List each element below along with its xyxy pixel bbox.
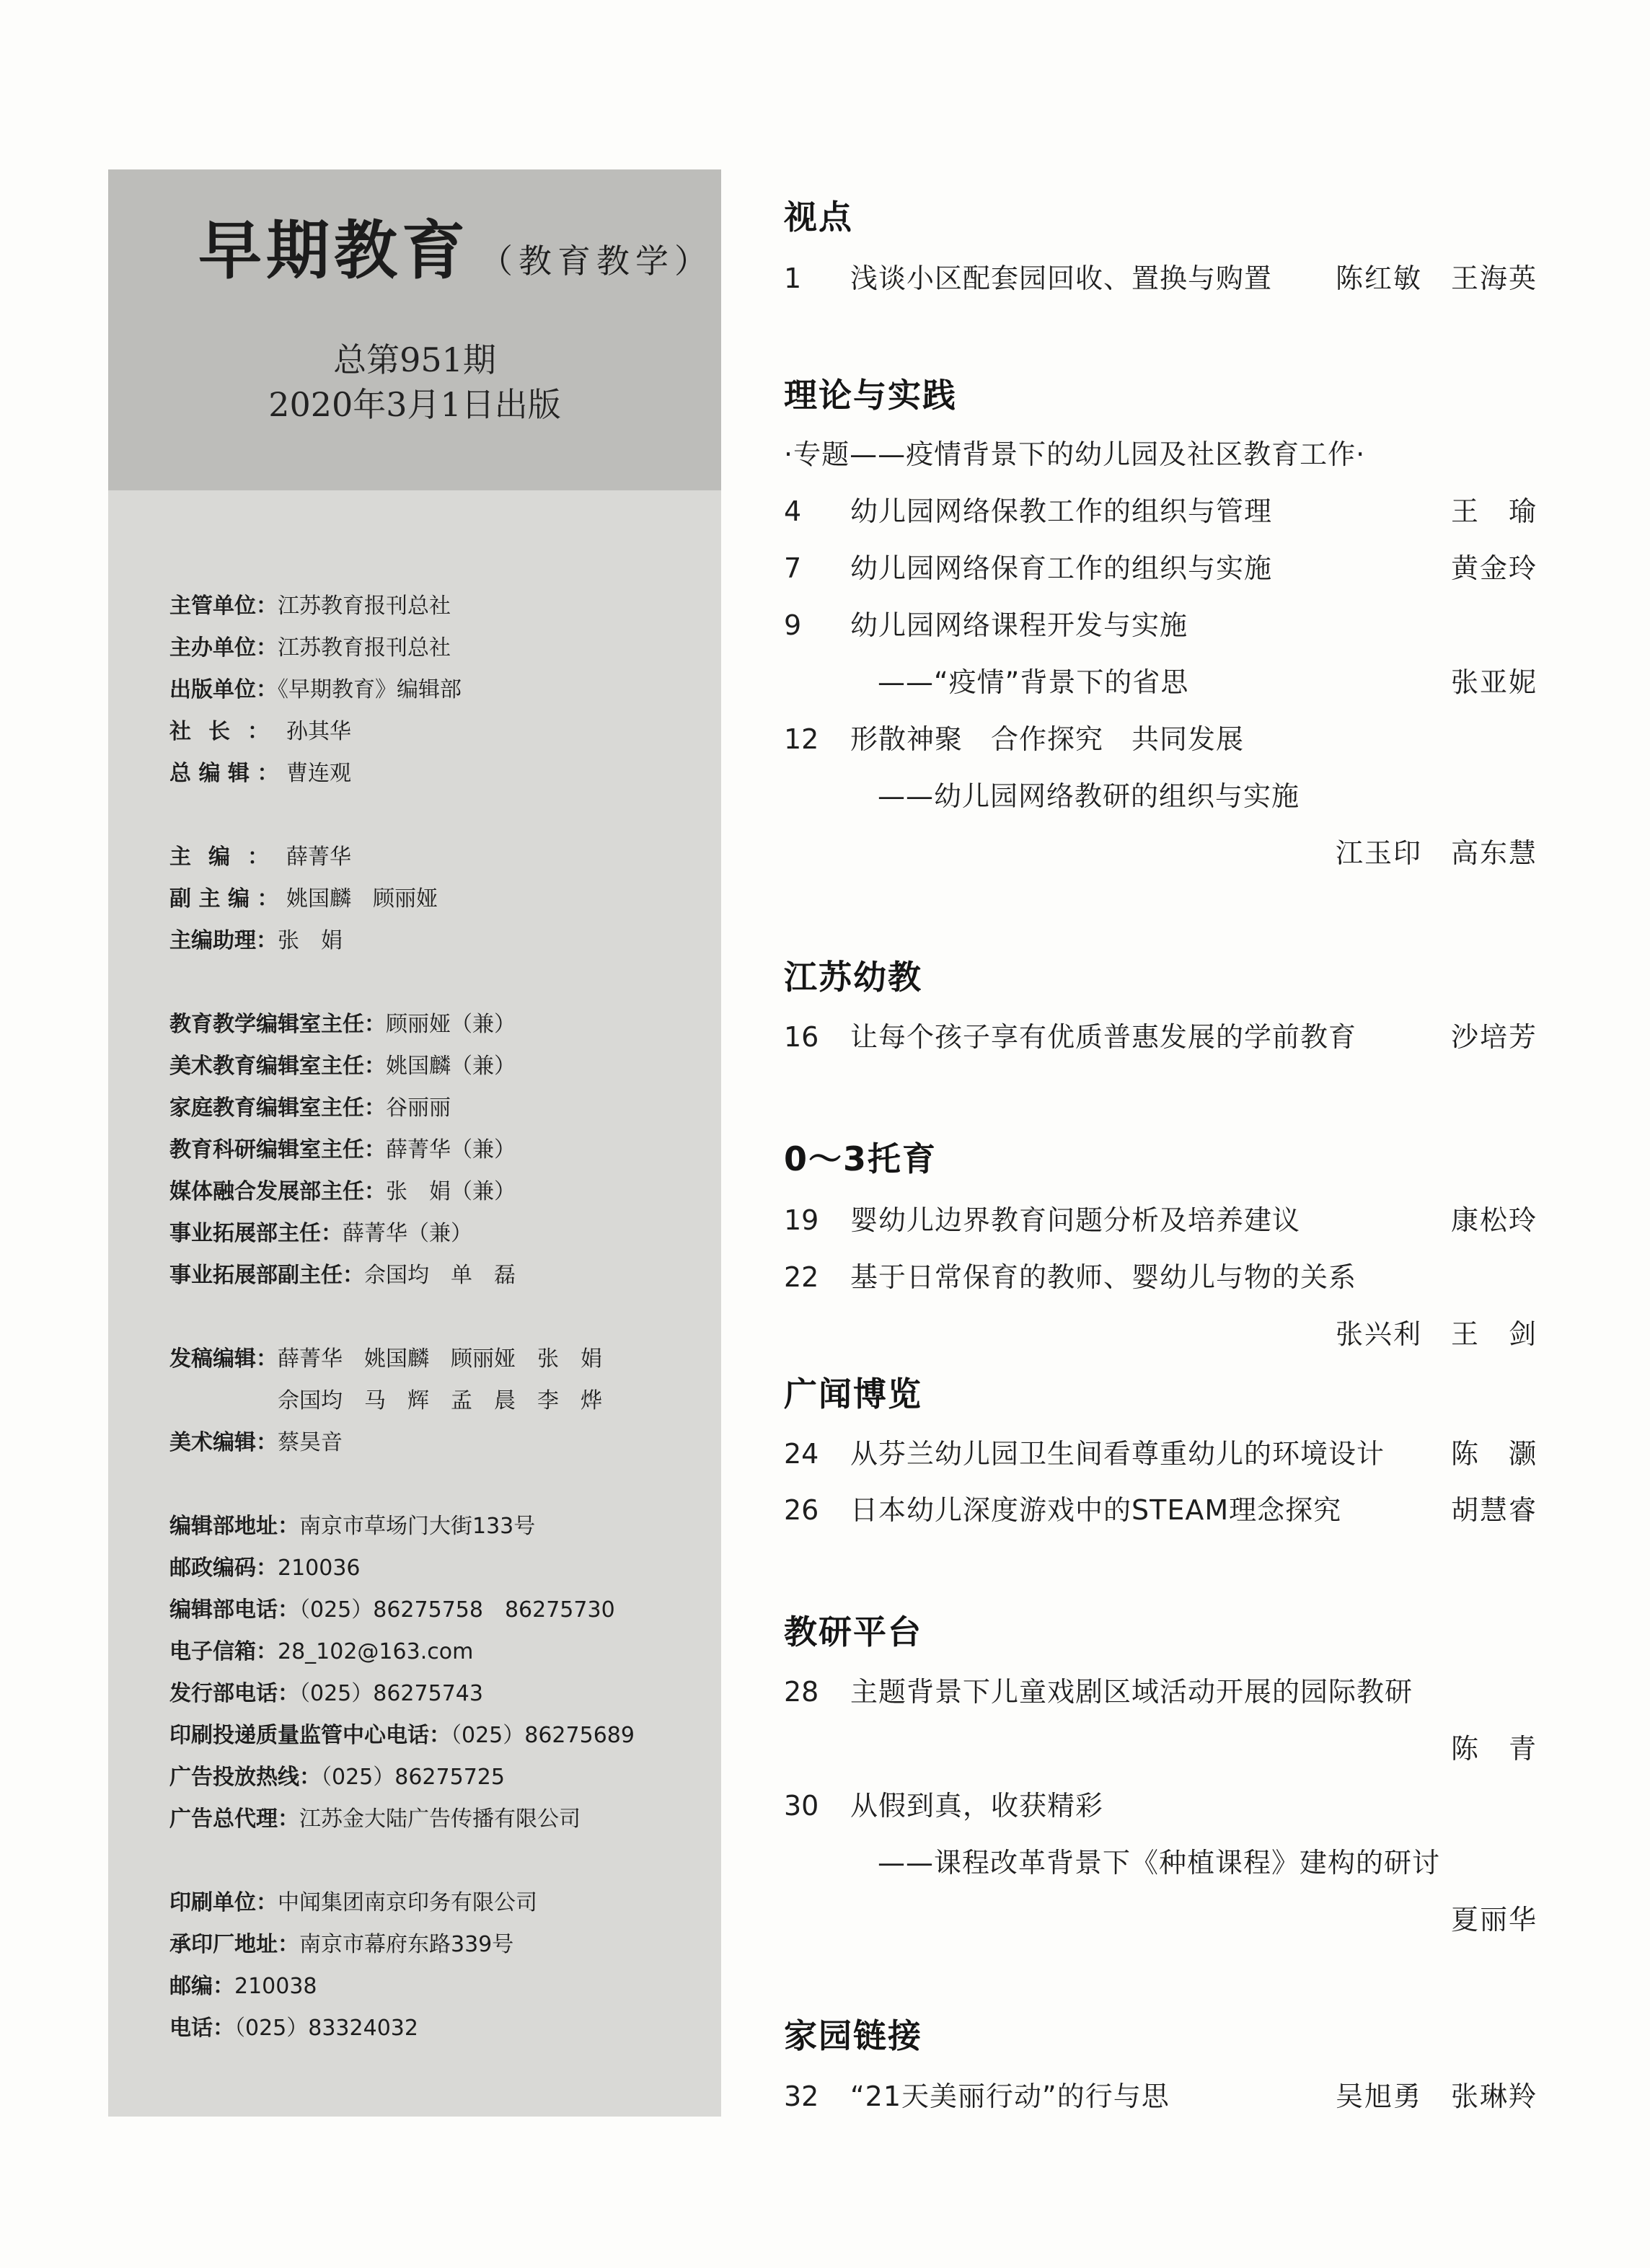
section-title: 理论与实践 (784, 376, 957, 415)
page-number: 16 (784, 1021, 819, 1053)
toc-entry[interactable] (784, 547, 1538, 590)
article-author: 陈 青 (1450, 1733, 1538, 1765)
article-author: 康松玲 (1450, 1204, 1538, 1236)
magazine-title-text: 早期教育 (198, 213, 470, 288)
page-number: 12 (784, 723, 819, 755)
page-number: 19 (784, 1204, 819, 1236)
article-author: 陈 灏 (1450, 1438, 1538, 1470)
article-title: 基于日常保育的教师、婴幼儿与物的关系 (850, 1261, 1357, 1293)
article-title: 幼儿园网络保育工作的组织与实施 (850, 552, 1273, 584)
issue-total: 总第951期 (333, 340, 496, 379)
topic-text: ·专题——疫情背景下的幼儿园及社区教育工作· (784, 438, 1366, 470)
article-title: 幼儿园网络保教工作的组织与管理 (850, 495, 1273, 527)
masthead-panel (108, 169, 721, 2117)
article-subtitle: ——幼儿园网络教研的组织与实施 (878, 780, 1300, 812)
toc-entry-author[interactable] (784, 1312, 1538, 1356)
toc-entry-author[interactable] (784, 831, 1538, 875)
page-number: 4 (784, 495, 802, 527)
toc-entry[interactable] (784, 1015, 1538, 1059)
info-dept-5: 媒体融合发展部主任：张 娟（兼） (169, 1179, 516, 1204)
article-author: 张兴利 王 剑 (1335, 1318, 1538, 1350)
toc-entry[interactable] (784, 490, 1538, 533)
article-author: 黄金玲 (1450, 552, 1538, 584)
page-number: 7 (784, 552, 802, 584)
info-art-editor: 美术编辑：蔡昊音 (169, 1430, 343, 1455)
toc-entry-author[interactable] (784, 1727, 1538, 1770)
section-title: 教研平台 (784, 1612, 922, 1651)
issue-date: 2020年3月1日出版 (268, 385, 561, 424)
info-printer-address: 承印厂地址：南京市幕府东路339号 (169, 1932, 514, 1957)
section-title: 0～3托育 (784, 1139, 938, 1178)
page-number: 26 (784, 1494, 819, 1526)
page-number: 32 (784, 2081, 819, 2112)
article-author: 胡慧睿 (1450, 1494, 1538, 1526)
info-postcode: 邮政编码：210036 (169, 1556, 361, 1581)
toc-entry-subtitle[interactable] (784, 775, 1538, 818)
info-dept-6: 事业拓展部主任：薛菁华（兼） (169, 1221, 472, 1246)
info-ad-agent: 广告总代理：江苏金大陆广告传播有限公司 (169, 1806, 581, 1832)
info-ad-hotline: 广告投放热线：（025）86275725 (169, 1765, 505, 1790)
toc-entry[interactable] (784, 1432, 1538, 1475)
info-president: 社长：孙其华 (169, 719, 351, 744)
article-subtitle: ——“疫情”背景下的省思 (878, 666, 1189, 698)
info-printer-postcode: 邮编：210038 (169, 1974, 317, 1999)
page-number: 28 (784, 1676, 819, 1708)
info-dept-4: 教育科研编辑室主任：薛菁华（兼） (169, 1137, 516, 1162)
masthead-header (108, 169, 721, 490)
info-dept-1: 教育教学编辑室主任：顾丽娅（兼） (169, 1012, 516, 1037)
info-distribution-phone: 发行部电话：（025）86275743 (169, 1681, 483, 1706)
toc-entry[interactable] (784, 1784, 1538, 1827)
magazine-subtitle: （教育教学） (480, 242, 714, 281)
page-number: 22 (784, 1261, 819, 1293)
toc-entry[interactable] (784, 1670, 1538, 1713)
article-title: 浅谈小区配套园回收、置换与购置 (850, 262, 1273, 294)
article-author: 吴旭勇 张琳羚 (1335, 2081, 1538, 2112)
article-title: 主题背景下儿童戏剧区域活动开展的园际教研 (850, 1676, 1413, 1708)
info-editor: 主编：薛菁华 (169, 844, 351, 870)
info-supervisor: 主管单位：江苏教育报刊总社 (169, 594, 451, 619)
article-title: 让每个孩子享有优质普惠发展的学前教育 (850, 1021, 1357, 1053)
info-dept-2: 美术教育编辑室主任：姚国麟（兼） (169, 1054, 516, 1079)
toc-entry[interactable] (784, 1488, 1538, 1532)
article-title: 从芬兰幼儿园卫生间看尊重幼儿的环境设计 (850, 1438, 1385, 1470)
info-dept-3: 家庭教育编辑室主任：谷丽丽 (169, 1095, 451, 1121)
info-printer-phone: 电话：（025）83324032 (169, 2016, 418, 2041)
info-editor-assistant: 主编助理：张 娟 (169, 928, 343, 953)
toc-entry[interactable] (784, 604, 1538, 647)
info-address: 编辑部地址：南京市草场门大街133号 (169, 1514, 536, 1539)
article-title: 从假到真，收获精彩 (850, 1790, 1104, 1822)
info-dept-7: 事业拓展部副主任：佘国均 单 磊 (169, 1263, 516, 1288)
article-author: 陈红敏 王海英 (1335, 262, 1538, 294)
toc-entry[interactable] (784, 1256, 1538, 1299)
info-chief-editor: 总编辑：曹连观 (169, 761, 351, 786)
info-manuscript-editors: 发稿编辑：薛菁华 姚国麟 顾丽娅 张 娟 (169, 1346, 602, 1372)
toc-entry[interactable] (784, 718, 1538, 761)
article-title: 形散神聚 合作探究 共同发展 (850, 723, 1245, 755)
article-title: 日本幼儿深度游戏中的STEAM理念探究 (850, 1494, 1342, 1526)
article-title: 幼儿园网络课程开发与实施 (850, 609, 1188, 641)
toc-entry-subtitle[interactable] (784, 661, 1538, 704)
info-email: 电子信箱：28_102@163.com (169, 1639, 474, 1664)
info-manuscript-editors-cont: 佘国均 马 辉 孟 晨 李 烨 (278, 1388, 602, 1413)
info-sponsor: 主办单位：江苏教育报刊总社 (169, 635, 451, 661)
section-title: 视点 (784, 198, 853, 237)
toc-entry[interactable] (784, 2075, 1538, 2118)
toc-entry[interactable] (784, 257, 1538, 300)
toc-entry-subtitle[interactable] (784, 1841, 1538, 1884)
article-author: 王 瑜 (1450, 495, 1538, 527)
toc-entry[interactable] (784, 1199, 1538, 1242)
info-phone: 编辑部电话：（025）86275758 86275730 (169, 1597, 615, 1623)
article-author: 夏丽华 (1450, 1904, 1538, 1936)
topic-line (784, 433, 1538, 476)
section-title: 家园链接 (784, 2016, 922, 2055)
toc-entry-author[interactable] (784, 1898, 1538, 1941)
info-quality-phone: 印刷投递质量监管中心电话：（025）86275689 (169, 1723, 635, 1748)
page-number: 24 (784, 1438, 819, 1470)
page-number: 9 (784, 609, 802, 641)
magazine-title (198, 213, 714, 288)
page-number: 30 (784, 1790, 819, 1822)
info-publisher: 出版单位：《早期教育》编辑部 (169, 677, 462, 702)
article-title: “21天美丽行动”的行与思 (850, 2081, 1170, 2112)
section-title: 广闻博览 (784, 1375, 922, 1413)
info-deputy-editor: 副主编：姚国麟 顾丽娅 (169, 886, 438, 912)
article-title: 婴幼儿边界教育问题分析及培养建议 (850, 1204, 1301, 1236)
article-author: 沙培芳 (1450, 1021, 1538, 1053)
article-author: 江玉印 高东慧 (1335, 837, 1538, 869)
info-printer: 印刷单位：中闻集团南京印务有限公司 (169, 1890, 537, 1915)
article-subtitle: ——课程改革背景下《种植课程》建构的研讨 (878, 1847, 1441, 1879)
article-author: 张亚妮 (1450, 666, 1538, 698)
section-title: 江苏幼教 (784, 958, 922, 997)
page-number: 1 (784, 262, 802, 294)
